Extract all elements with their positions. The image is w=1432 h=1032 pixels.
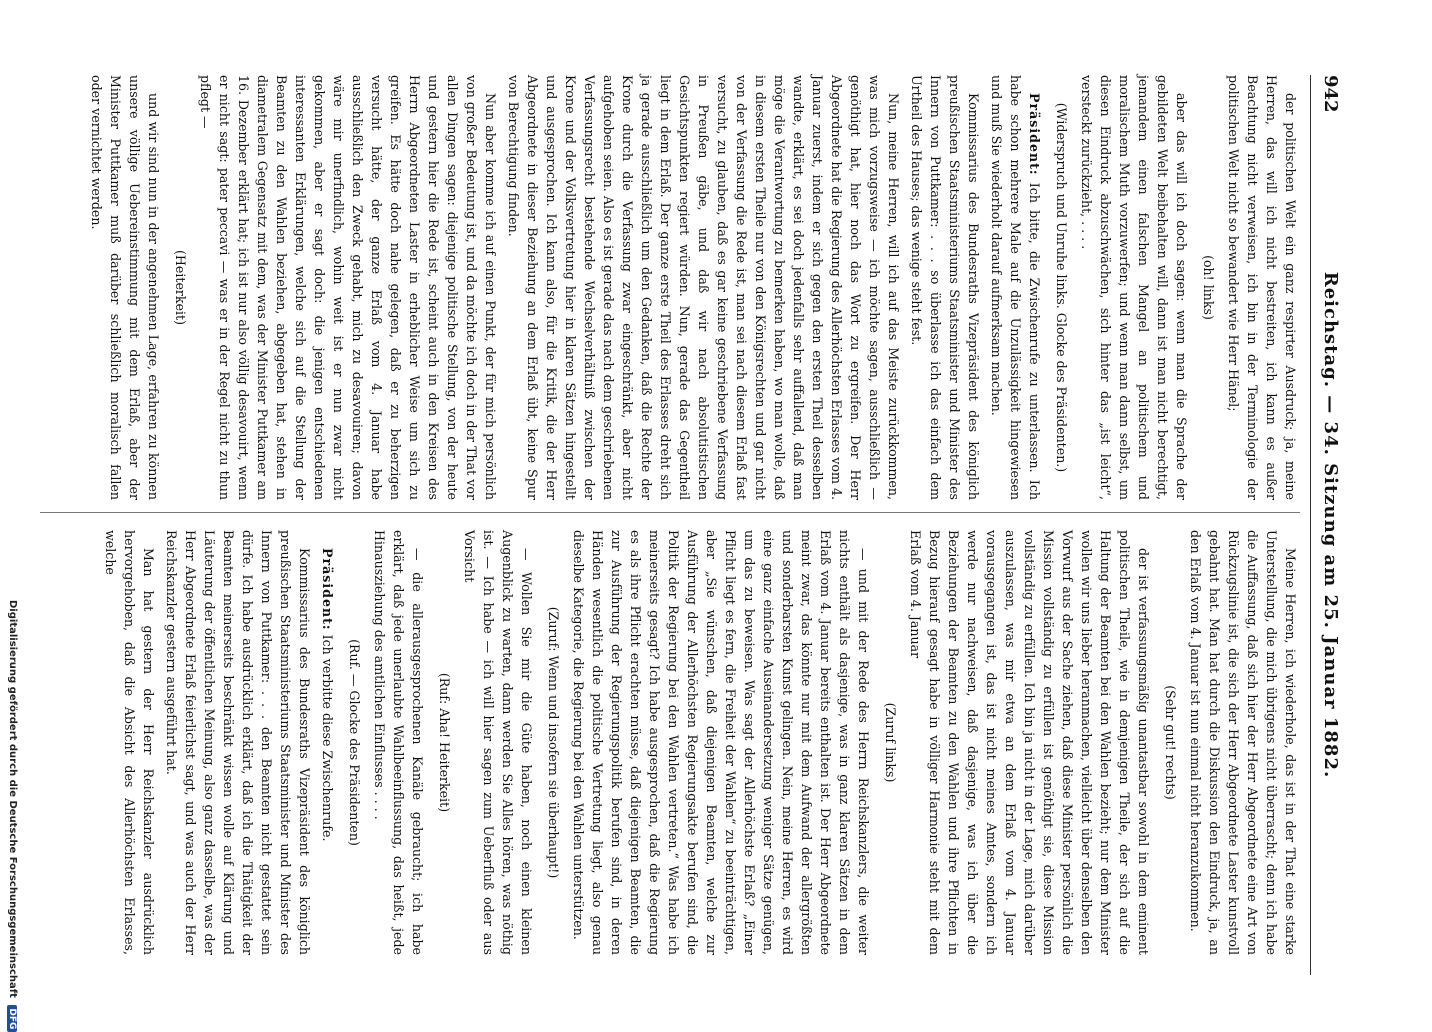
- paragraph: der ist verfassungsmäßig unantastbar sowohl in dem eminent politischen Theile, wie in demjenigen Theile, der sich auf die Haltung der Beamten bei den Wahlen bezieht; nur dem Minister wollen wir uns lieber heranmachen, vielleicht über denselben den Vorwurf aus der Sache ziehen, daß diese Minister persönlich die Mission vollständig zu erfüllen ist genöthigt sie, diese Mission vollständig zu erfüllen. Ich bin ja nicht in der Lage, mich darüber auszulassen, was mir etwa an dem Erlaß vom 4. Januar vorausgegangen ist, das ist nicht meines Amtes, sondern ich werde nur nachweisen, daß dasjenige, was ich über die Beziehungen der Beamten zu den Wahlen und ihre Pflichten in Bezug hierauf gesagt habe in völliger Harmonie steht mit dem Erlaß vom 4. Januar: [908, 530, 1151, 955]
- paragraph: der politischen Welt ein ganz respirter Ausdruck; ja, meine Herren, das will ich nicht bestreiten, ich kann es außer Beachtung nicht verweisen, ich bin in der Terminologie der politischen Welt nicht so bewandert wie Herr Hänel;: [1226, 75, 1298, 500]
- paragraph: — Wollen Sie mir die Güte haben, noch einen kleinen Augenblick zu warten, dann werden Sie Alles hören, was nöthig ist. — Ich habe — ich will hier sagen zum Ueberfluß oder aus Vorsicht: [462, 530, 534, 955]
- interjection: (Heiterkeit): [173, 250, 188, 325]
- running-title: Reichstag. — 34. Sitzung am 25. Januar 1882.: [1320, 271, 1341, 779]
- interjection: (Zuruf: Wenn und insofern sie überhaupt!): [546, 606, 561, 879]
- speech-paragraph: [162, 530, 314, 955]
- paragraph: aber das will ich doch sagen: wenn man die Sprache der gebildeten Welt beibehalten will, dann ist man nicht berechtigt, jemandem einen falschen Mangel an politischem und moralischem Muth vorzuwerfen; und wenn man dann selbst, um diesen Eindruck abzuschwächen, sich hinter das „ist leicht“, versteckt zurückzieht, . . . .: [1079, 75, 1189, 500]
- paragraph: Man hat gestern der Herr Reichskanzler ausdrücklich hervorgehoben, daß die Absicht des Allerhöchsten Erlasses, welche: [103, 530, 156, 955]
- paragraph: Nun aber komme ich auf einen Punkt, der für mich persönlich von großer Bedeutung ist, und da möchte ich doch in der That vor allen Dingen sagen: diejenige politische Stellung, von der heute und gestern hier die Rede ist, scheint auch in den Kreisen des Herrn Abgeordneten Laster in erheblicher Weise um sich zu greifen. Es hätte doch nahe gelegen, daß er zu beherzigen versucht hätte, der ganze Erlaß vom 4. Januar habe ausschließlich den Zweck gehabt, mich zu desavouiren; davon wäre mir unerfindlich, wohin weit ist er nun zwar nicht gekommen, aber er sagt doch: die jenigen entschiedenen interessanten Erklärungen, welche sich auf die Stellung der Beamten zu den Wahlen beziehen, abgegeben hat, stehen in diametralem Gegensatz mit dem, was der Minister Puttkamer am 16. Dezember erklärt hat; ich ist nur also völlig desavouirt, wenn er nicht sagt: pater peccavi — was er in der Regel nicht zu thun pflegt —: [198, 75, 498, 500]
- paragraph: Meine Herren, ich wiederhole, das ist in der That eine starke Unterstellung, die mich übrigens nicht überrascht; denn ich habe die Auffassung, daß sich hier der Herr Abgeordnete eine Art von Rückzugslinie ist, die sich der Herr Abgeordnete Laster kunstvoll gebahnt hat. Man hat durch die Diskussion den Eindruck, ja, an den Erlaß vom 4. Januar ist nun einmal nicht heranzukommen.: [1188, 530, 1298, 955]
- speech-paragraph: [907, 75, 983, 500]
- paragraph: — die allerausgesprochenen Kanäle gebraucht; ich habe erklärt, daß jede unerlaubte Wahlbeeinflussung, das heißt, jede Hinausziehung des amtlichen Einflusses . . . .: [372, 530, 425, 955]
- paragraph: Nun, meine Herren, will ich auf das Meiste zurückkommen, was mich vorzugsweise — ich möchte sagen, ausschließlich — genöthigt hat, hier noch das Wort zu ergreifen. Der Herr Abgeordnete hat die Regierung des Allerhöchsten Erlasses vom 4. Januar zuerst, indem er sich gegen den ersten Theil desselben wandte, erklärt, es sei doch jedenfalls sehr auffallend, daß man möge die Verantwortung zu bemerken haben, wo man wolle, daß in diesem ersten Theile nur von den Königsrechten und gar nicht von der Verfassung die Rede ist, man sei nach diesem Erlaß fast versucht, zu glauben, daß es gar keine geschriebene Verfassung in Preußen gäbe, und daß wir nach absolutistischen Gesichtspunkten regiert würden. Nun, gerade das Gegentheil liegt in dem Erlaß. Der ganze erste Theil des Erlasses dreht sich ja gerade ausschließlich um den Gedanken, daß die Rechte der Krone durch die Verfassung zwar eingeschränkt, aber nicht aufgehoben seien. Also es ist gerade das nach dem geschriebenen Verfassungsrecht bestehende Wechselverhältniß zwischen der Krone und der Volksvertretung hier in klaren Sätzen hingestellt und ausgesprochen. Ich kann also, für die Kritik, die der Herr Abgeordnete in dieser Beziehung an dem Erlaß übt, keine Spur von Berechtigung finden.: [506, 75, 901, 500]
- interjection: (Ruf. — Glocke des Präsidenten): [347, 639, 362, 846]
- paragraph: — und mit der Rede des Herrn Reichskanzlers, die weiter nichts enthält als dasjenige, was in ganz klaren Sätzen in dem Erlaß vom 4. Januar bereits enthalten ist. Der Herr Abgeordnete meint zwar, das könnte nur mit dem Aufwand der allergrößten und sonderbarsten Kunst gelingen. Nein, meine Herren, es wird eine ganz einfache Auseinandersetzung weniger Sätze genügen, um das zu beweisen. Was sagt der Allerhöchste Erlaß? „Einer Pflicht liegt es fern, die Freiheit der Wahlen“ zu beeinträchtigen, aber „Sie wünschen, daß diejenigen Beamten, welche zur Ausführung der Allerhöchsten Regierungsakte berufen sind, die Politik der Regierung bei den Wahlen vertreten.“ Was habe ich meinerseits gesagt? Ich habe ausgesprochen, daß die Regierung es als ihre Pflicht erachten müsse, daß diejenigen Beamten, die zur Ausführung der Regierungspolitik berufen sind, in deren Händen wesentlich die politische Vertretung liegt, also genau dieselbe Kategorie, die Regierung bei den Wahlen unterstützen.: [571, 530, 871, 955]
- page-number: 942: [1320, 75, 1341, 113]
- digitization-credit: [7, 600, 18, 1032]
- speech-text: Kommissarius des Bundesraths Vizepräsident des königlich preußischen Staatsministeriums Staatsminister und Minister des Innern von Puttkamer: . . . so überlasse ich das einfach dem Urtheil des Hauses; das wenige steht fest.: [909, 75, 981, 500]
- paragraph: und wir sind nun in der angenehmen Lage, erfahren zu können unsere völlige Uebereinstimmung mit dem Erlaß, aber der Minister Puttkamer muß darüber schließlich moralisch fallen oder vernichtet werden.: [89, 75, 161, 500]
- interjection: (Sehr gut! rechts): [1163, 685, 1178, 800]
- speaker-label: Präsident:: [320, 548, 335, 631]
- document-page: [0, 40, 1370, 1000]
- speech-text: Kommissarius des Bundesraths Vizepräsident des königlich preußischen Staatsministeriums Staatsminister und Minister des Innern von Puttkamer: . . . den Beamten nicht gestattet sein dürfe. Ich habe ausdrücklich erklärt, daß ich die Thätigkeit der Beamten meinerseits beschränkt wissen wolle auf Klärung und Läuterung der öffentlichen Meinung, also ganz dasselbe, was der Herr Abgeordnete Erlaß feierlichst sagt, und was auch der Herr Reichskanzler gestern ausgeführt hat.: [164, 530, 312, 955]
- column-divider: [40, 512, 1300, 513]
- dfg-logo: DFG: [7, 1005, 17, 1032]
- right-column: [20, 530, 1300, 955]
- interjection: (Ruf: Aha! Heiterkeit): [437, 672, 452, 813]
- interjection: (Zuruf links): [883, 702, 898, 783]
- page-header: [1310, 75, 1345, 975]
- speech-text: Ich verbitte diese Zwischenrufe.: [320, 634, 335, 842]
- speech-paragraph: [318, 530, 337, 955]
- speech-paragraph: [987, 75, 1044, 500]
- credit-text: Digitalisierung gefördert durch die Deutsche Forschungsgemeinschaft: [7, 600, 18, 998]
- interjection: (oh! links): [1201, 255, 1216, 320]
- interjection: (Widerspruch und Unruhe links. Glocke des Präsidenten.): [1054, 102, 1069, 473]
- left-column: [20, 75, 1300, 500]
- speech-text: Ich bitte, die Zwischenrufe zu unterlassen. Ich habe schon mehrere Male auf die Unzulässigkeit hingewiesen und muß Sie wiederholt darauf aufmerksam machen.: [989, 75, 1042, 500]
- speaker-label: Präsident:: [1027, 93, 1042, 176]
